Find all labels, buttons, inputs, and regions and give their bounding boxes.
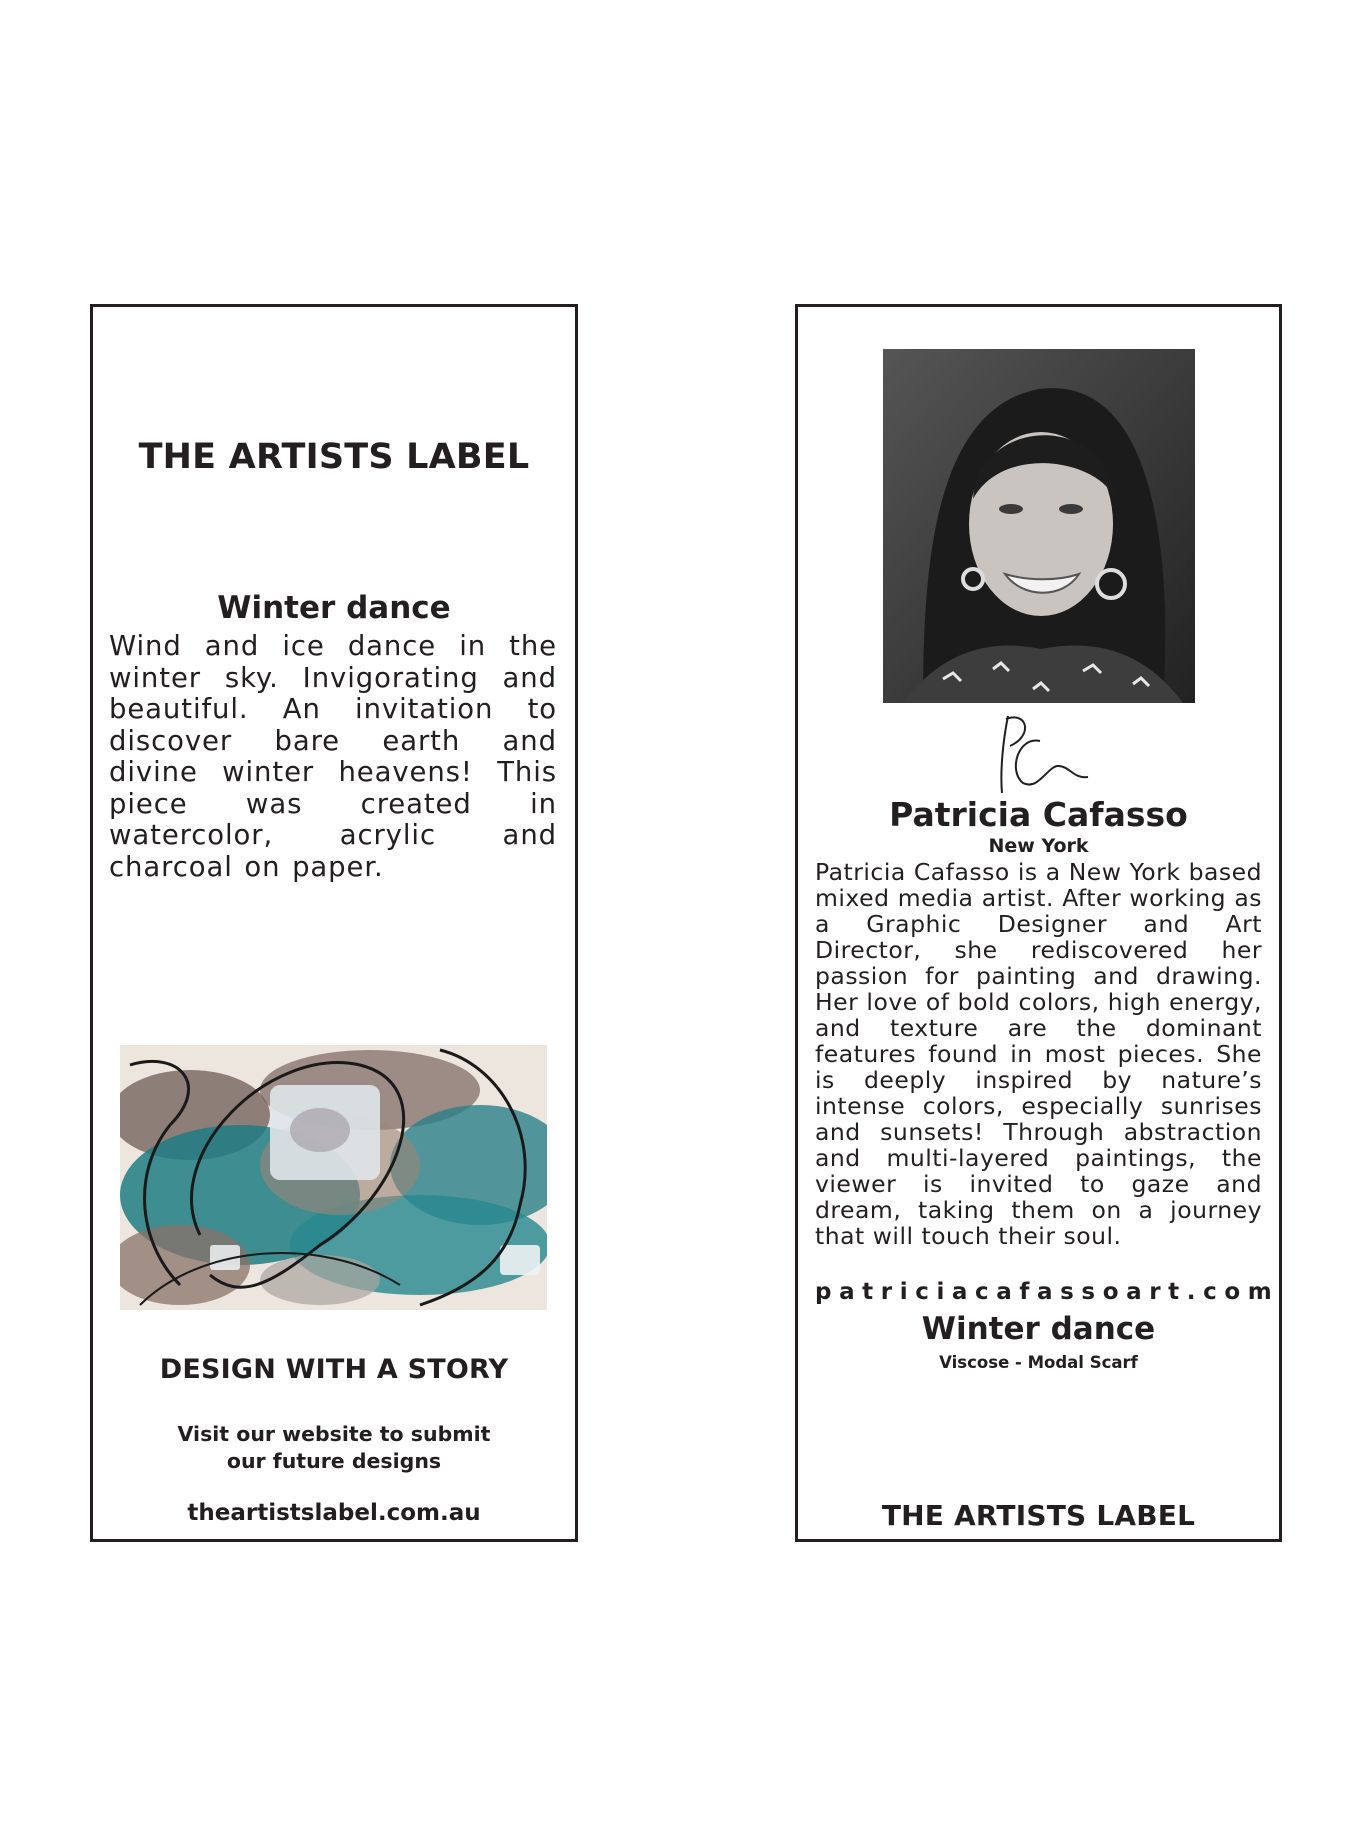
brand-title: THE ARTISTS LABEL (138, 437, 530, 477)
abstract-watercolor-painting-icon (120, 1045, 547, 1310)
artist-signature (978, 711, 1098, 796)
handwritten-signature-icon (978, 711, 1098, 796)
artist-website-link[interactable]: patriciacafassoart.com (815, 1279, 1280, 1305)
artwork-image (120, 1045, 547, 1310)
story-tag-card (90, 304, 578, 1542)
submit-designs-text (93, 1421, 575, 1475)
artwork-title: Winter dance (217, 590, 451, 626)
design-tagline: DESIGN WITH A STORY (159, 1354, 509, 1385)
artist-bio: Patricia Cafasso is a New York based mixed media artist. After working as a Graphic Designer and Art Director, she rediscovered her passion for painting and drawing. Her love of bold colors, high energy, and texture are the dominant features found in most pieces. She is deeply inspired by nature’s intense colors, especially sunrises and sunsets! Through abstraction and multi-layered paintings, the viewer is invited to gaze and dream, taking them on a journey that will touch their soul. (815, 858, 1262, 1250)
brand-footer: THE ARTISTS LABEL (881, 1499, 1196, 1532)
artist-location: New York (988, 835, 1089, 857)
product-name: Winter dance (921, 1311, 1156, 1347)
visit-line-1: Visit our website to submit (177, 1422, 491, 1446)
product-material: Viscose - Modal Scarf (939, 1353, 1138, 1372)
artist-name: Patricia Cafasso (889, 795, 1188, 834)
artist-tag-card (795, 304, 1282, 1542)
artwork-description: Wind and ice dance in the winter sky. Invigorating and beautiful. An invitation to discover bare earth and divine winter heavens! This piece was created in watercolor, acrylic and charcoal on paper. (109, 630, 557, 883)
artist-portrait (883, 349, 1195, 703)
visit-line-2: our future designs (226, 1449, 442, 1473)
website-link[interactable]: theartistslabel.com.au (187, 1500, 481, 1526)
artist-portrait-photo-icon (883, 349, 1195, 703)
